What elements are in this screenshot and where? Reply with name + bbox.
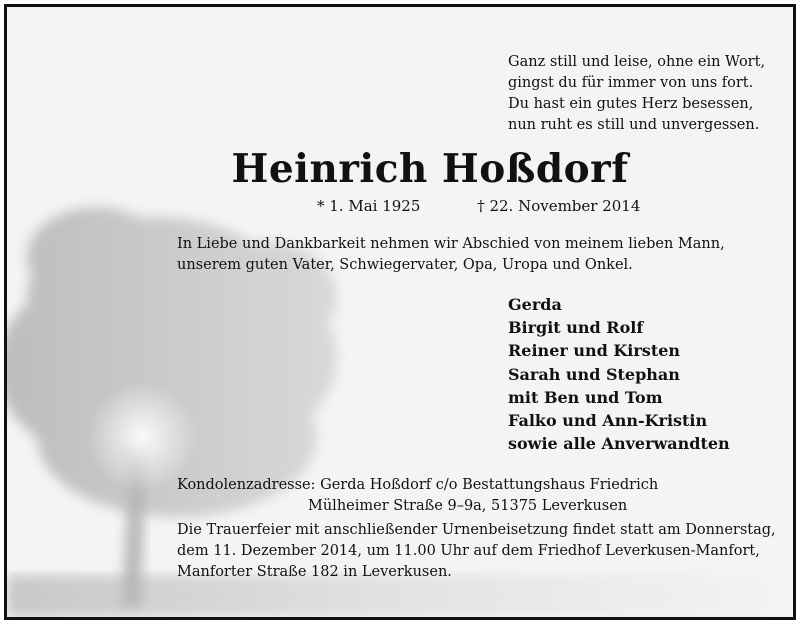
poem-line: Ganz still und leise, ohne ein Wort,: [508, 54, 766, 70]
deceased-name: Heinrich Hoßdorf: [231, 146, 629, 192]
birth-date: * 1. Mai 1925: [317, 197, 421, 215]
family-member: Reiner und Kirsten: [508, 341, 681, 361]
poem-line: nun ruht es still und unvergessen.: [508, 117, 760, 133]
poem-line: gingst du für immer von uns fort.: [508, 75, 754, 91]
condolence-line: Kondolenzadresse: Gerda Hoßdorf c/o Bestattungshaus Friedrich: [177, 477, 659, 493]
family-member: Birgit und Rolf: [508, 318, 644, 338]
family-member: Gerda: [508, 295, 562, 314]
condolence-address: [177, 475, 658, 517]
death-date: † 22. November 2014: [477, 197, 641, 215]
poem-line: Du hast ein gutes Herz besessen,: [508, 96, 754, 112]
family-member: mit Ben und Tom: [508, 387, 663, 407]
poem: [508, 52, 765, 136]
family-member: Falko und Ann-Kristin: [508, 411, 708, 431]
farewell-text: In Liebe und Dankbarkeit nehmen wir Abschied von meinem lieben Mann, unserem guten Vater, Schwiegervater, Opa, Uropa und Onkel.: [177, 236, 725, 273]
family-member: sowie alle Anverwandten: [508, 434, 730, 454]
obituary-notice: [4, 4, 796, 620]
ceremony-details: Die Trauerfeier mit anschließender Urnenbeisetzung findet statt am Donnerstag, dem 11. Dezember 2014, um 11.00 Uhr auf dem Friedhof Leverkusen-Manfort, Manforter Straße 182 in Leverkusen.: [177, 522, 776, 580]
condolence-street: Mülheimer Straße 9–9a, 51375 Leverkusen: [308, 498, 628, 514]
life-dates: [317, 197, 640, 215]
family-list: [508, 293, 730, 455]
family-member: Sarah und Stephan: [508, 364, 680, 384]
